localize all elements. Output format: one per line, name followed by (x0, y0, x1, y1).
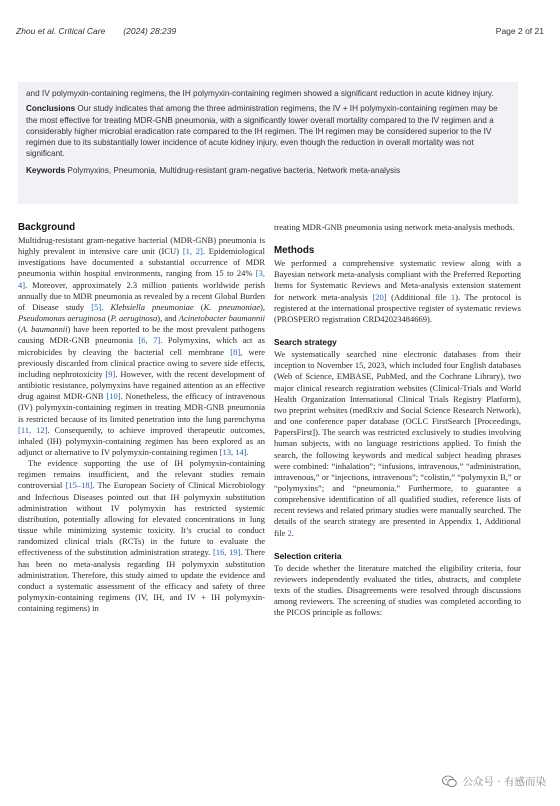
text-run: Multidrug-resistant gram-negative bacterial (MDR-GNB) pneumonia is highly prevalent in intensive care unit (ICU) (18, 235, 265, 257)
text-run: ( (105, 313, 111, 324)
species-name: K. pneumoniae (203, 301, 261, 312)
left-column (18, 222, 265, 614)
text-run: The evidence supporting the use of IH polymyxin-containing regimen remains insufficient, and the relevant studies remain controversial (18, 458, 265, 491)
additional-file-link[interactable]: 2 (287, 527, 292, 538)
abstract-results-tail: and IV polymyxin-containing regimens, the IH polymyxin-containing regimen showed a significant reduction in acute kidney injury. (26, 89, 494, 98)
citation-link[interactable]: [9] (105, 368, 116, 379)
abstract-keywords (26, 165, 508, 176)
citation-link[interactable]: [1, 2] (182, 246, 203, 257)
citation-link[interactable]: [11, 12] (18, 424, 48, 435)
species-name: P. aeruginosa (110, 313, 158, 324)
background-paragraph-2 (18, 458, 265, 614)
citation-link[interactable]: [13, 14] (219, 446, 247, 457)
page-number: Page 2 of 21 (495, 26, 544, 36)
year-volume: (2024) 28:239 (123, 26, 177, 36)
conclusions-text: Our study indicates that among the three administration regimens, the IV + IH polymyxin-containing regimen may be the most effective for treating MDR-GNB pneumonia, with a significantly lower overall mortality compared to the IV regimen and a considerably higher microbial eradication rate compared to the IH regimen. The IH regimen may be considered superior to the IV regimen due to its substantially lower incidence of acute kidney injury, even though the reduction in overall mortality was not significant. (26, 104, 498, 159)
background-heading: Background (18, 222, 76, 233)
wechat-icon (442, 775, 457, 788)
watermark (442, 772, 546, 790)
text-run: . (291, 527, 294, 538)
selection-criteria-heading: Selection criteria (274, 550, 342, 561)
text-run: . Moreover, approximately 2.3 million patients worldwide perish annually due to MDR pneumonia as revealed by a recent Global Burden of Disease study (18, 279, 265, 312)
journal-name: Zhou et al. Critical Care (16, 26, 106, 36)
text-run: . (101, 301, 111, 312)
citation-link[interactable]: [16, 19] (213, 547, 241, 558)
species-name: Klebsiella pneumoniae (110, 301, 194, 312)
additional-file-link[interactable]: 1 (450, 291, 456, 302)
conclusions-label: Conclusions (26, 104, 76, 114)
search-strategy-paragraph (274, 349, 521, 539)
citation-link[interactable]: [10] (106, 391, 121, 402)
text-run: . Nonetheless, the efficacy of intravenous (IV) polymyxin-containing regimen in treating MDR-GNB pneumonia is restricted because of its limited penetration into the lung parenchyma (18, 391, 265, 424)
right-column (274, 222, 521, 619)
abstract-conclusions (26, 103, 508, 159)
citation-link[interactable]: [15–18] (65, 480, 93, 491)
text-run: . Polymyxins, which act as microbicides by cleaving the bacterial cell membrane (18, 335, 265, 357)
abstract-box (18, 82, 518, 204)
citation-link[interactable]: [8] (230, 346, 241, 357)
citation-link[interactable]: [6, 7] (138, 335, 161, 346)
citation-link[interactable]: [3, 4] (18, 268, 265, 290)
text-run: ), and (157, 313, 179, 324)
text-run: . However, with the recent development of antibiotic resistance, polymyxins have regained attention as an effective drug against MDR-GNB (18, 368, 265, 402)
selection-criteria-paragraph: To decide whether the literature matched the eligibility criteria, four reviewers independently evaluated the titles, abstracts, and complete texts of the studies. Disagreements were resolved through discussions among reviewers. The screening of studies was completed according to the PICOS principle as follows: (274, 562, 521, 618)
text-run: . (246, 446, 249, 457)
search-strategy-heading: Search strategy (274, 337, 337, 348)
methods-heading: Methods (274, 245, 315, 257)
text-run: We systematically searched nine electronic databases from their inception to November 15, 2023, which included four English databases (Web of Science, EMBASE, PubMed, and the Cochrane Library), two major clinical research registration websites (Clinical-Trials and World Health Organization International Clinical Trials Registry Platform), two preprint websites (medRxiv and Social Science Research Network), and one conference paper database (OCLC FirstSearch [Proceedings, PapersFirst]). The search was restricted exclusively to studies involving human subjects, with no language restrictions applied. To finish the search, the following keywords and medical subject heading phrases were combined: “inhalation”; “infusions, intravenous,” “administration, intravenous,” or “injections, intravenous”; “colistin,” “polymyxin B,” or “polymyxins”; and “pneumonia.” Furthermore, to guarantee a comprehensive identification of all qualified studies, reference lists of recent reviews and related primary studies were manually searched. The details of the search strategy are presented in Appendix 1, Additional file (274, 349, 521, 538)
species-name: Acinetobacter baumannii (178, 313, 265, 324)
species-name: Pseudomonas aeruginosa (18, 313, 106, 324)
keywords-text: Polymyxins, Pneumonia, Multidrug-resistant gram-negative bacteria, Network meta-analysis (67, 165, 401, 175)
text-run: . There has been no meta-analysis regarding IH polymyxin substitution administration. Therefore, this study aimed to update the evidence and conduct a systematic assessment of the efficacy and safety of three polymyxin-containing regimens (IV, IH, and IV + IH polymyxin-containing regimens) in (18, 547, 266, 614)
text-run: We performed a comprehensive systematic review along with a Bayesian network meta-analysis compliant with the Preferred Reporting Items for Systematic Reviews and Meta-analysis extension statement for network meta-analysis (274, 258, 521, 302)
text-run: . Epidemiological investigations have documented a substantial occurrence of MDR pneumonia within hospital environments, ranging from 15 to 24% (18, 246, 265, 279)
species-name: A. baumannii (20, 324, 68, 335)
text-run: , were previously discarded from clinical practice owing to severe side effects, including nephrotoxicity (18, 346, 265, 379)
methods-paragraph (274, 258, 521, 325)
running-header (16, 26, 544, 40)
background-continuation: treating MDR-GNB pneumonia using network meta-analysis methods. (274, 222, 515, 232)
text-run: ), (260, 301, 265, 312)
keywords-label: Keywords (26, 165, 66, 175)
watermark-text: 公众号 · 有感而染 (462, 775, 546, 788)
text-run: ). The protocol is registered at the international prospective register of systematic reviews (PROSPERO registration CRD42023484669). (274, 291, 522, 324)
citation-link[interactable]: [5] (91, 301, 102, 312)
citation-link[interactable]: [20] (372, 291, 387, 302)
journal-citation (16, 26, 176, 36)
text-run: . Consequently, to achieve improved therapeutic outcomes, inhaled (IH) polymyxin-containing regimen has been explored as an adjunct or alternative to IV polymyxin-containing regimen (18, 424, 265, 457)
text-run: . The European Society of Clinical Microbiology and Infectious Diseases pointed out that IH polymyxin substitution administration without IV polymyxin has restricted systemic distribution, potentially allowing for elevated concentrations in lung tissue while minimizing systemic toxicity. It’s crucial to conduct randomized clinical trials (RCTs) in the future to evaluate the effectiveness of the substitution administration strategy. (18, 480, 265, 558)
background-paragraph-1 (18, 235, 265, 458)
text-run: (Additional file (386, 291, 451, 302)
text-run: ) have been reported to be the most prevalent pathogens causing MDR-GNB pneumonia (18, 324, 265, 346)
text-run: ( (193, 301, 204, 312)
text-run: ( (18, 324, 21, 335)
